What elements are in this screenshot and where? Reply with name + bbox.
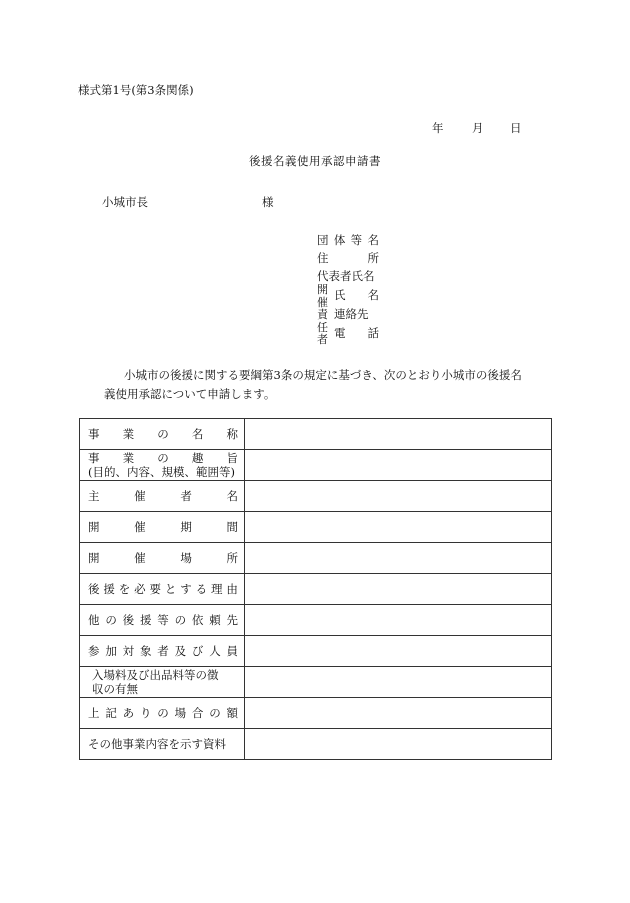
reason-label: 後 援 を 必 要 と す る 理 由 (80, 574, 245, 605)
addressee-name: 小城市長 (102, 195, 148, 209)
applicant-org-name-label: 団 体 等 名 (317, 233, 379, 247)
participants-label: 参 加 対 象 者 及 び 人 員 (80, 636, 245, 667)
event-name-label: 事 業 の 名 称 (80, 419, 245, 450)
organizer-label: 主 催 者 名 (80, 481, 245, 512)
other-requests-value[interactable] (245, 605, 552, 636)
date-month: 月 (472, 121, 484, 135)
table-row (80, 636, 552, 667)
table-row (80, 481, 552, 512)
applicant-name-label: 氏 名 (334, 288, 379, 302)
table-row (80, 543, 552, 574)
fee-amount-value[interactable] (245, 698, 552, 729)
table-row (80, 574, 552, 605)
table-row (80, 729, 552, 760)
table-row (80, 419, 552, 450)
table-row (80, 605, 552, 636)
event-name-value[interactable] (245, 419, 552, 450)
purpose-label: 事 業 の 趣 旨 (目的、内容、規模、範囲等) (80, 450, 245, 481)
applicant-contact-label: 連絡先 (334, 307, 369, 321)
materials-label: その他事業内容を示す資料 (80, 729, 245, 760)
document-title: 後援名義使用承認申請書 (249, 154, 381, 168)
fees-label-line2: 収の有無 (92, 682, 138, 696)
table-row (80, 512, 552, 543)
other-requests-label: 他 の 後 援 等 の 依 頼 先 (80, 605, 245, 636)
fees-label (80, 667, 245, 698)
applicant-address-label: 住 所 (317, 251, 379, 265)
body-text: 小城市の後援に関する要綱第3条の規定に基づき、次のとおり小城市の後援名義使用承認について申請します。 (104, 368, 522, 401)
period-value[interactable] (245, 512, 552, 543)
date-year: 年 (432, 121, 444, 135)
date-day: 日 (510, 121, 522, 135)
table-row (80, 667, 552, 698)
fees-value[interactable] (245, 667, 552, 698)
table-row (80, 698, 552, 729)
table-row (80, 450, 552, 481)
venue-value[interactable] (245, 543, 552, 574)
purpose-sub-label: (目的、内容、規模、範囲等) (88, 465, 235, 479)
organizer-value[interactable] (245, 481, 552, 512)
items-table (79, 418, 552, 760)
fees-label-line1: 入場料及び出品料等の徴 (92, 668, 219, 682)
applicant-phone-label: 電 話 (334, 326, 379, 340)
purpose-value[interactable] (245, 450, 552, 481)
organizer-vertical-label: 開 催 責 任 者 (317, 283, 328, 346)
materials-value[interactable] (245, 729, 552, 760)
participants-value[interactable] (245, 636, 552, 667)
form-number: 様式第1号(第3条関係) (78, 83, 194, 97)
applicant-representative-label: 代表者氏名 (317, 269, 375, 283)
addressee-honorific: 様 (262, 195, 274, 209)
venue-label: 開 催 場 所 (80, 543, 245, 574)
reason-value[interactable] (245, 574, 552, 605)
applicant-block (317, 232, 387, 346)
period-label: 開 催 期 間 (80, 512, 245, 543)
fee-amount-label: 上 記 あ り の 場 合 の 額 (80, 698, 245, 729)
